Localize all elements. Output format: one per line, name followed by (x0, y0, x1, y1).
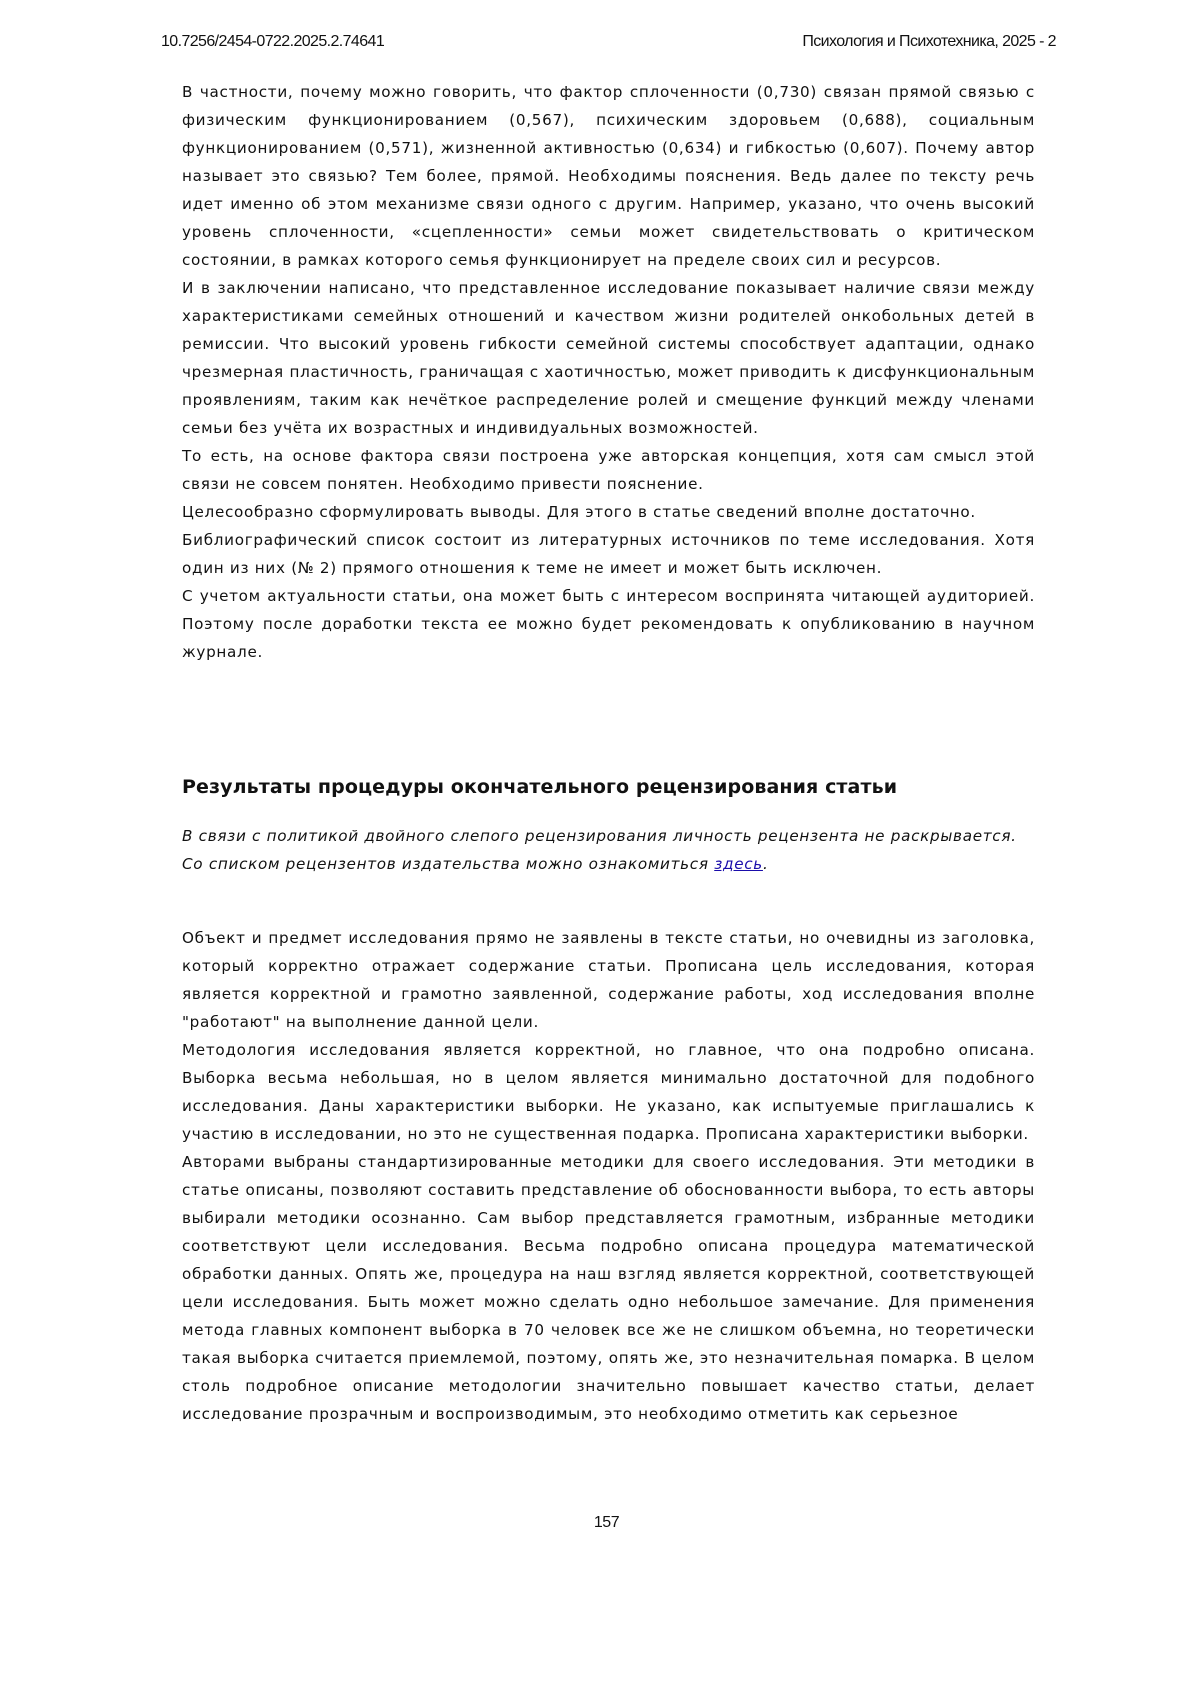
paragraph: И в заключении написано, что представленное исследование показывает наличие связи между характеристиками семейных отношений и качеством жизни родителей онкобольных детей в ремиссии. Что высокий уровень гибкости семейной системы способствует адаптации, однако чрезмерная пластичность, граничащая с хаотичностью, может приводить к дисфункциональным проявлениям, таким как нечёткое распределение ролей и смещение функций между членами семьи без учёта их возрастных и индивидуальных возможностей. (182, 279, 1035, 437)
paragraph: Библиографический список состоит из литературных источников по теме исследования. Хотя один из них (№ 2) прямого отношения к теме не имеет и может быть исключен. (182, 531, 1035, 577)
reviewers-line (182, 850, 1035, 878)
paragraph: Методология исследования является корректной, но главное, что она подробно описана. Выборка весьма небольшая, но в целом является минимально достаточной для подобного исследования. Даны характеристики выборки. Не указано, как испытуемые приглашались к участию в исследовании, но это не существенная подарка. Прописана характеристики выборки. (182, 1041, 1035, 1143)
page-number: 157 (593, 1514, 620, 1531)
paragraph: Объект и предмет исследования прямо не заявлены в тексте статьи, но очевидны из заголовка, который корректно отражает содержание статьи. Прописана цель исследования, которая является корректной и грамотно заявленной, содержание работы, ход исследования вполне "работают" на выполнение данной цели. (182, 929, 1035, 1031)
paragraph: С учетом актуальности статьи, она может быть с интересом воспринята читающей аудиторией. Поэтому после доработки текста ее можно будет рекомендовать к опубликованию в научном журнале. (182, 587, 1035, 661)
anonymity-notice: В связи с политикой двойного слепого рецензирования личность рецензента не раскрывается. (182, 827, 1017, 845)
review-text-2 (182, 924, 1035, 1428)
section-heading: Результаты процедуры окончательного рецензирования статьи (182, 776, 898, 798)
paragraph: То есть, на основе фактора связи построена уже авторская концепция, хотя сам смысл этой связи не совсем понятен. Необходимо привести пояснение. (182, 447, 1035, 493)
reviewers-link[interactable]: здесь (714, 855, 763, 873)
paragraph: Авторами выбраны стандартизированные методики для своего исследования. Эти методики в статье описаны, позволяют составить представление об обоснованности выбора, то есть авторы выбирали методики осознанно. Сам выбор представляется грамотным, избранные методики соответствуют цели исследования. Весьма подробно описана процедура математической обработки данных. Опять же, процедура на наш взгляд является корректной, соответствующей цели исследования. Быть может можно сделать одно небольшое замечание. Для применения метода главных компонент выборка в 70 человек все же не слишком объемна, но теоретически такая выборка считается приемлемой, поэтому, опять же, это незначительная помарка. В целом столь подробное описание методологии значительно повышает качество статьи, делает исследование прозрачным и воспроизводимым, это необходимо отметить как серьезное (182, 1153, 1035, 1423)
reviewers-end: . (762, 855, 769, 873)
journal-title: Психология и Психотехника, 2025 - 2 (802, 33, 1056, 50)
paragraph: Целесообразно сформулировать выводы. Для этого в статье сведений вполне достаточно. (182, 503, 976, 521)
doi: 10.7256/2454-0722.2025.2.74641 (161, 33, 385, 50)
review-text-1 (182, 78, 1035, 666)
review-notice (182, 822, 1035, 878)
reviewers-text: Со списком рецензентов издательства можно ознакомиться (182, 855, 715, 873)
paragraph: В частности, почему можно говорить, что фактор сплоченности (0,730) связан прямой связью с физическим функционированием (0,567), психическим здоровьем (0,688), социальным функционированием (0,571), жизненной активностью (0,634) и гибкостью (0,607). Почему автор называет это связью? Тем более, прямой. Необходимы пояснения. Ведь далее по тексту речь идет именно об этом механизме связи одного с другим. Например, указано, что очень высокий уровень сплоченности, «сцепленности» семьи может свидетельствовать о критическом состоянии, в рамках которого семья функционирует на пределе своих сил и ресурсов. (182, 83, 1035, 269)
